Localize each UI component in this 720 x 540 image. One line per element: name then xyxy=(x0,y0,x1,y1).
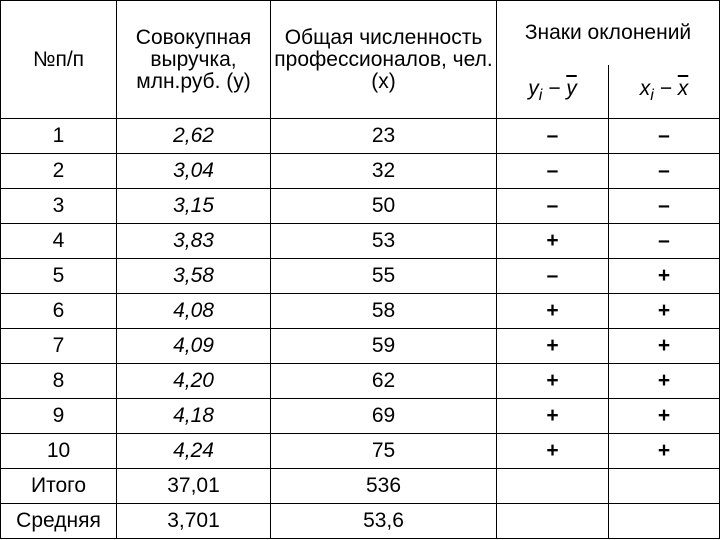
totals-row xyxy=(1,469,720,504)
cell-sign-x: + xyxy=(609,259,720,294)
totals-staff: 536 xyxy=(271,469,497,504)
col-header-number: №п/п xyxy=(1,1,117,119)
formula-y-deviation xyxy=(497,65,609,119)
cell-revenue: 3,83 xyxy=(117,224,271,259)
revenue-header-line-2: выручка, xyxy=(150,47,237,71)
formula-x-sub: i xyxy=(650,87,654,105)
cell-staff: 59 xyxy=(271,329,497,364)
cell-number: 1 xyxy=(1,119,117,154)
table-row xyxy=(1,364,720,399)
formula-y-mean: $\overline{y}$ xyxy=(566,77,577,101)
cell-sign-x: – xyxy=(609,224,720,259)
totals-empty-y xyxy=(497,469,609,504)
cell-revenue: 4,18 xyxy=(117,399,271,434)
table-row xyxy=(1,189,720,224)
table-row xyxy=(1,399,720,434)
cell-sign-y: + xyxy=(497,434,609,469)
cell-sign-x: + xyxy=(609,329,720,364)
formula-x-deviation xyxy=(609,65,720,119)
cell-revenue: 4,08 xyxy=(117,294,271,329)
totals-revenue: 37,01 xyxy=(117,469,271,504)
staff-header-line-1: Общая численность xyxy=(284,25,483,49)
formula-y-sub: i xyxy=(538,87,543,105)
cell-number: 10 xyxy=(1,434,117,469)
cell-staff: 69 xyxy=(271,399,497,434)
cell-revenue: 3,58 xyxy=(117,259,271,294)
formula-x-var: x xyxy=(639,77,651,101)
cell-sign-y: + xyxy=(497,329,609,364)
cell-staff: 23 xyxy=(271,119,497,154)
header-row-top xyxy=(1,1,720,65)
staff-header-line-3: (x) xyxy=(371,69,396,93)
formula-y-var: y xyxy=(528,77,539,101)
cell-staff: 32 xyxy=(271,154,497,189)
cell-sign-x: – xyxy=(609,119,720,154)
col-header-revenue xyxy=(117,1,271,119)
table-row xyxy=(1,294,720,329)
table-row xyxy=(1,154,720,189)
table-row xyxy=(1,329,720,364)
cell-revenue: 3,15 xyxy=(117,189,271,224)
cell-sign-x: + xyxy=(609,364,720,399)
cell-staff: 58 xyxy=(271,294,497,329)
table-row xyxy=(1,434,720,469)
means-empty-y xyxy=(497,504,609,539)
revenue-header-line-3: млн.руб. (у) xyxy=(136,69,251,93)
col-header-signs: Знаки оклонений xyxy=(497,1,720,65)
cell-number: 6 xyxy=(1,294,117,329)
means-empty-x xyxy=(609,504,720,539)
formula-x-mean: $\overline{x}$ xyxy=(677,77,689,101)
cell-sign-y: – xyxy=(497,259,609,294)
cell-staff: 50 xyxy=(271,189,497,224)
cell-revenue: 4,09 xyxy=(117,329,271,364)
cell-sign-x: – xyxy=(609,154,720,189)
means-label: Средняя xyxy=(1,504,117,539)
totals-empty-x xyxy=(609,469,720,504)
cell-number: 5 xyxy=(1,259,117,294)
cell-staff: 55 xyxy=(271,259,497,294)
cell-sign-x: + xyxy=(609,434,720,469)
totals-label: Итого xyxy=(1,469,117,504)
revenue-header-line-1: Совокупная xyxy=(135,25,252,49)
cell-sign-y: – xyxy=(497,119,609,154)
cell-number: 4 xyxy=(1,224,117,259)
cell-number: 7 xyxy=(1,329,117,364)
cell-staff: 53 xyxy=(271,224,497,259)
cell-sign-x: + xyxy=(609,399,720,434)
cell-sign-y: – xyxy=(497,154,609,189)
cell-sign-x: + xyxy=(609,294,720,329)
cell-revenue: 3,04 xyxy=(117,154,271,189)
cell-sign-x: – xyxy=(609,189,720,224)
formula-x-op: − xyxy=(653,77,678,101)
cell-number: 8 xyxy=(1,364,117,399)
formula-y-op: − xyxy=(542,77,567,101)
cell-staff: 62 xyxy=(271,364,497,399)
cell-number: 3 xyxy=(1,189,117,224)
cell-sign-y: + xyxy=(497,399,609,434)
cell-revenue: 4,20 xyxy=(117,364,271,399)
cell-revenue: 4,24 xyxy=(117,434,271,469)
means-staff: 53,6 xyxy=(271,504,497,539)
col-header-staff xyxy=(271,1,497,119)
table-row xyxy=(1,119,720,154)
cell-staff: 75 xyxy=(271,434,497,469)
cell-number: 9 xyxy=(1,399,117,434)
cell-sign-y: + xyxy=(497,294,609,329)
table-row xyxy=(1,259,720,294)
means-row xyxy=(1,504,720,539)
cell-number: 2 xyxy=(1,154,117,189)
means-revenue: 3,701 xyxy=(117,504,271,539)
cell-sign-y: + xyxy=(497,224,609,259)
staff-header-line-2: профессионалов, чел. xyxy=(274,47,493,71)
cell-sign-y: + xyxy=(497,364,609,399)
cell-revenue: 2,62 xyxy=(117,119,271,154)
cell-sign-y: – xyxy=(497,189,609,224)
table-row xyxy=(1,224,720,259)
